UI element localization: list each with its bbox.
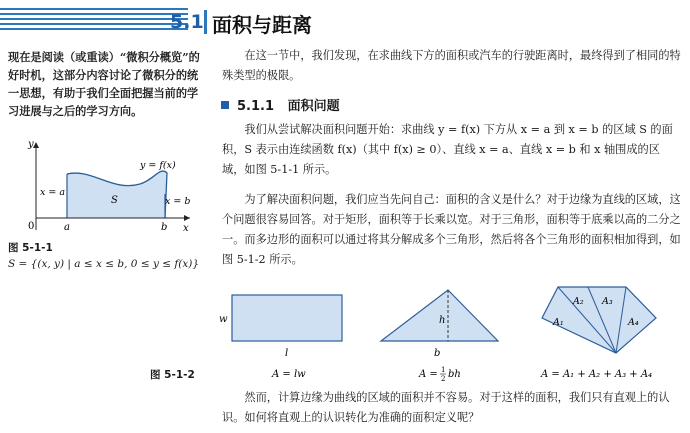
sidebar-note: 现在是阅读（或重读）“微积分概览”的好时机，这部分内容讨论了微积分的统一思想，有助于我们全面把握当前的学习进展与之后的学习方向。: [8, 50, 200, 118]
header-rule-bottom: [0, 28, 188, 30]
section-number: 5.1: [170, 11, 204, 33]
figure-5-1-2: [216, 280, 682, 384]
polygon-label-a1: A₁: [553, 317, 564, 328]
x-axis-arrow: [184, 215, 190, 221]
triangle-height-label: h: [439, 315, 446, 326]
intro-paragraph: 在这一节中，我们发现，在求曲线下方的面积或汽车的行驶距离时，最终得到了相同的特殊类型的极限。: [222, 49, 681, 82]
origin-label: 0: [28, 221, 35, 232]
area-meaning-paragraph: 为了解决面积问题，我们应当先问自己：面积的含义是什么？对于边缘为直线的区域，这个问题很容易回答。对于矩形，面积等于长乘以宽。对于三角形，面积等于底乘以高的二分之一。而多边形的面积可以通过将其分解成多个三角形，然后将各个三角形的面积相加得到，如图 5-1-2 所示。: [222, 193, 681, 266]
header-rule-mid: [0, 13, 188, 15]
rectangle-shape: [232, 295, 342, 341]
triangle-formula-suffix: bh: [448, 369, 461, 380]
subsection-title: 面积问题: [287, 99, 340, 114]
y-axis-arrow: [33, 142, 39, 148]
rect-width-label: w: [219, 314, 228, 325]
left-line-label: x = a: [40, 187, 66, 198]
header-rule-top: [0, 8, 188, 10]
subsection-heading: [221, 95, 340, 114]
polygon-label-a2: A₂: [573, 296, 584, 307]
triangle-base-label: b: [434, 348, 441, 359]
y-axis-label: y: [28, 139, 34, 150]
figure-5-1-1-caption: 图 5-1-1: [8, 242, 53, 254]
x-axis-label: x: [183, 223, 189, 234]
b-tick-label: b: [161, 222, 168, 233]
area-problem-paragraph: 我们从尝试解决面积问题开始：求曲线 y = f(x) 下方从 x = a 到 x = b 的区域 S 的面积，S 表示由连续函数 f(x)（其中 f(x) ≥ 0）、直线 x = a、直线 x = b 和 x 轴围成的区域，如图 5-1-1 所示。: [222, 123, 673, 176]
right-line-label: x = b: [165, 196, 191, 207]
polygon-formula: A = A₁ + A₂ + A₃ + A₄: [541, 369, 653, 380]
figure-5-1-2-caption: 图 5-1-2: [150, 369, 195, 381]
header-divider: [204, 10, 207, 34]
subsection-marker: [221, 101, 229, 109]
section-title: 面积与距离: [212, 13, 312, 37]
rect-formula: A = lw: [272, 369, 306, 380]
polygon-label-a3: A₃: [602, 296, 613, 307]
figure-5-1-1-formula: S = {(x, y) | a ≤ x ≤ b, 0 ≤ y ≤ f(x)}: [8, 258, 200, 270]
rect-length-label: l: [285, 348, 289, 359]
polygon-label-a4: A₄: [628, 317, 639, 328]
triangle-formula-num: 1: [441, 366, 446, 374]
figure-5-1-1: [22, 138, 198, 236]
triangle-formula-prefix: A =: [419, 369, 438, 380]
curve-label: y = f(x): [140, 160, 176, 171]
region-label: S: [111, 195, 118, 206]
a-tick-label: a: [64, 222, 70, 233]
curved-area-paragraph: 然而，计算边缘为曲线的区域的面积并不容易。对于这样的面积，我们只有直观上的认识。如何将直观上的认识转化为准确的面积定义呢？: [222, 391, 670, 424]
subsection-number: 5.1.1: [237, 99, 275, 114]
header-rule-mid2: [0, 18, 188, 20]
header-rule-mid3: [0, 23, 188, 25]
triangle-formula-den: 2: [441, 375, 446, 383]
